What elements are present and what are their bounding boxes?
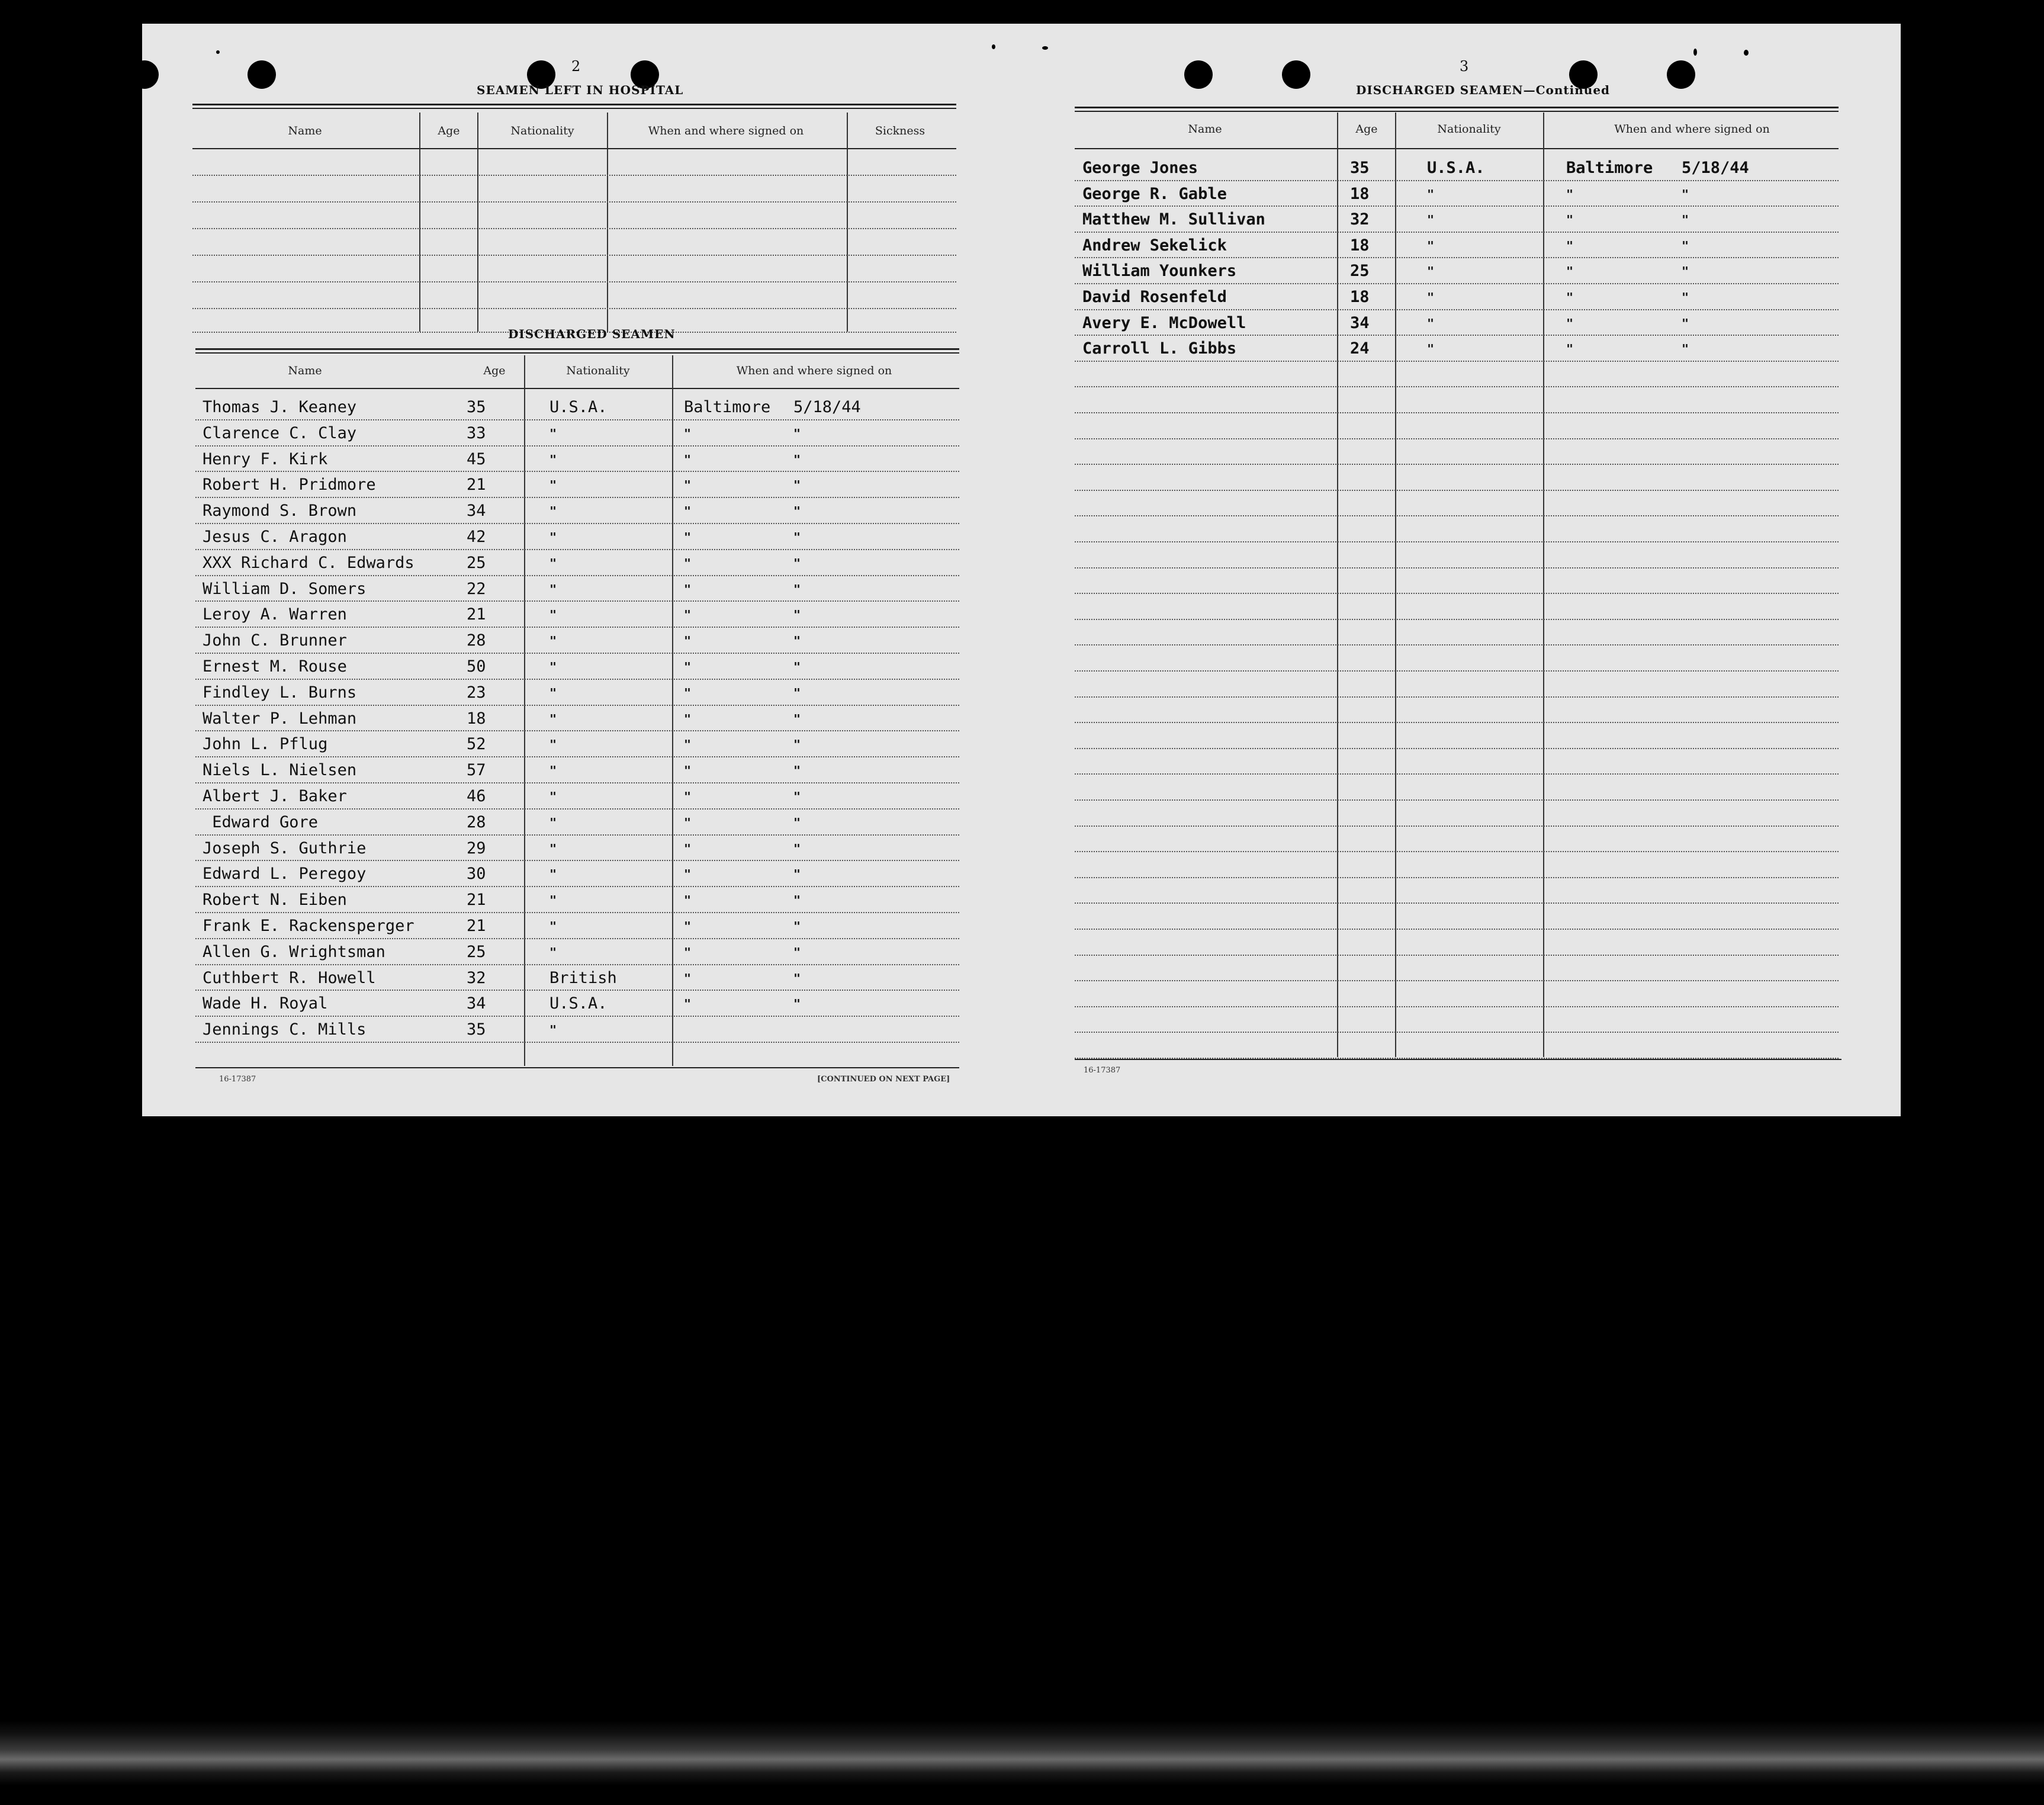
signed-on-date: " — [793, 919, 801, 933]
seaman-age: 21 — [467, 891, 486, 910]
seaman-name: Leroy A. Warren — [203, 605, 347, 624]
seaman-name: Matthew M. Sullivan — [1082, 210, 1265, 229]
signed-on-place: " — [1566, 238, 1574, 253]
signed-on-date: " — [793, 841, 801, 856]
signed-on-place: " — [684, 530, 692, 544]
seaman-nationality: " — [549, 893, 557, 908]
signed-on-date: " — [1682, 187, 1689, 201]
signed-on-date: " — [793, 426, 801, 441]
signed-on-place: " — [684, 737, 692, 752]
discharged-col-signed-on: When and where signed on — [736, 364, 892, 377]
signed-on-date: " — [1682, 316, 1689, 330]
seaman-age: 46 — [467, 787, 486, 805]
seaman-nationality: " — [1427, 238, 1435, 253]
seaman-name: Niels L. Nielsen — [203, 761, 357, 780]
seaman-age: 25 — [467, 942, 486, 961]
signed-on-place: " — [1566, 213, 1574, 227]
signed-on-place: " — [684, 555, 692, 570]
seaman-age: 50 — [467, 657, 486, 676]
signed-on-date: " — [1682, 342, 1689, 356]
discharged-continued-title: DISCHARGED SEAMEN—Continued — [1356, 83, 1611, 97]
seaman-age: 25 — [467, 553, 486, 572]
page-number: 2 — [571, 58, 581, 75]
seaman-age: 18 — [1350, 184, 1370, 203]
seaman-nationality: " — [1427, 264, 1435, 279]
seaman-name: Robert N. Eiben — [203, 891, 347, 910]
seaman-name: Walter P. Lehman — [203, 709, 357, 728]
seaman-age: 52 — [467, 735, 486, 754]
seaman-name: XXX Richard C. Edwards — [203, 553, 414, 572]
signed-on-place: " — [684, 841, 692, 856]
seaman-age: 25 — [1350, 262, 1370, 281]
discharged-section-title: DISCHARGED SEAMEN — [508, 327, 676, 341]
seaman-age: 29 — [467, 839, 486, 857]
signed-on-place: " — [684, 582, 692, 596]
seaman-name: Allen G. Wrightsman — [203, 942, 385, 961]
signed-on-place: " — [684, 789, 692, 804]
signed-on-date: " — [1682, 264, 1689, 279]
signed-on-date: " — [793, 737, 801, 752]
seaman-name: Wade H. Royal — [203, 994, 328, 1013]
signed-on-place: " — [1566, 342, 1574, 356]
signed-on-date: " — [1682, 290, 1689, 304]
seaman-nationality: " — [549, 452, 557, 467]
discharged-col-age: Age — [483, 364, 506, 377]
continued-note: [CONTINUED ON NEXT PAGE] — [817, 1075, 950, 1084]
seaman-name: William Younkers — [1082, 262, 1237, 281]
seaman-name: Clarence C. Clay — [203, 423, 357, 442]
signed-on-date: " — [793, 634, 801, 648]
seaman-age: 18 — [467, 709, 486, 728]
discharged-col-name: Name — [288, 364, 322, 377]
page-number: 3 — [1460, 58, 1469, 75]
hospital-col-age: Age — [438, 124, 460, 137]
form-number: 16-17387 — [1084, 1066, 1121, 1075]
signed-on-place: " — [684, 685, 692, 700]
seaman-nationality: " — [549, 426, 557, 441]
signed-on-date: " — [793, 763, 801, 778]
signed-on-date: " — [1682, 213, 1689, 227]
continued-col-name: Name — [1188, 123, 1222, 136]
discharged-col-nationality: Nationality — [566, 364, 630, 377]
signed-on-date: " — [793, 997, 801, 1011]
seaman-age: 28 — [467, 631, 486, 650]
seaman-nationality: " — [549, 841, 557, 856]
signed-on-place: " — [684, 608, 692, 622]
seaman-age: 18 — [1350, 288, 1370, 306]
seaman-name: George R. Gable — [1082, 184, 1227, 203]
seaman-nationality: " — [549, 660, 557, 674]
signed-on-date: " — [793, 893, 801, 908]
seaman-nationality: U.S.A. — [1427, 159, 1485, 177]
left-page — [142, 24, 971, 1116]
signed-on-place: " — [684, 763, 692, 778]
continued-col-nationality: Nationality — [1437, 123, 1501, 136]
seaman-name: Findley L. Burns — [203, 683, 357, 702]
seaman-age: 21 — [467, 476, 486, 494]
seaman-name: Ernest M. Rouse — [203, 657, 347, 676]
signed-on-date: 5/18/44 — [793, 398, 861, 416]
seaman-nationality: " — [549, 478, 557, 493]
seaman-age: 32 — [467, 968, 486, 987]
signed-on-place: " — [684, 997, 692, 1011]
signed-on-place: " — [684, 426, 692, 441]
seaman-name: Frank E. Rackensperger — [203, 917, 414, 935]
seaman-nationality: " — [1427, 290, 1435, 304]
signed-on-place: " — [1566, 187, 1574, 201]
seaman-age: 21 — [467, 605, 486, 624]
seaman-age: 34 — [467, 994, 486, 1013]
seaman-name: Raymond S. Brown — [203, 502, 357, 521]
signed-on-date: 5/18/44 — [1682, 159, 1749, 177]
seaman-name: Edward Gore — [203, 812, 319, 831]
signed-on-place: " — [684, 945, 692, 959]
signed-on-date: " — [793, 789, 801, 804]
signed-on-date: " — [793, 452, 801, 467]
seaman-nationality: " — [549, 789, 557, 804]
continued-col-age: Age — [1355, 123, 1378, 136]
seaman-nationality: " — [549, 945, 557, 959]
seaman-age: 21 — [467, 917, 486, 935]
signed-on-place: " — [1566, 290, 1574, 304]
signed-on-place: " — [684, 478, 692, 493]
hospital-col-signed-on: When and where signed on — [648, 124, 804, 137]
seaman-age: 35 — [467, 1020, 486, 1039]
seaman-age: 34 — [1350, 313, 1370, 332]
seaman-name: Jesus C. Aragon — [203, 528, 347, 546]
seaman-name: Thomas J. Keaney — [203, 398, 357, 416]
seaman-nationality: " — [549, 582, 557, 596]
signed-on-place: " — [684, 893, 692, 908]
seaman-name: George Jones — [1082, 159, 1198, 177]
seaman-nationality: " — [549, 608, 557, 622]
seaman-nationality: " — [549, 737, 557, 752]
seaman-name: Joseph S. Guthrie — [203, 839, 367, 857]
seaman-nationality: U.S.A. — [549, 398, 608, 416]
seaman-age: 23 — [467, 683, 486, 702]
seaman-nationality: U.S.A. — [549, 994, 608, 1013]
seaman-name: Andrew Sekelick — [1082, 236, 1227, 255]
signed-on-date: " — [793, 945, 801, 959]
signed-on-place: " — [684, 660, 692, 674]
seaman-nationality: " — [1427, 213, 1435, 227]
seaman-nationality: " — [549, 763, 557, 778]
seaman-name: Cuthbert R. Howell — [203, 968, 376, 987]
seaman-nationality: " — [549, 685, 557, 700]
signed-on-place: " — [1566, 264, 1574, 279]
signed-on-date: " — [793, 815, 801, 830]
seaman-nationality: " — [549, 919, 557, 933]
signed-on-date: " — [793, 711, 801, 726]
signed-on-place: " — [684, 971, 692, 985]
seaman-nationality: " — [549, 555, 557, 570]
signed-on-place: " — [684, 815, 692, 830]
seaman-name: John L. Pflug — [203, 735, 328, 754]
seaman-age: 28 — [467, 812, 486, 831]
signed-on-place: " — [684, 711, 692, 726]
signed-on-date: " — [793, 582, 801, 596]
signed-on-date: " — [793, 555, 801, 570]
seaman-name: Jennings C. Mills — [203, 1020, 367, 1039]
seaman-age: 33 — [467, 423, 486, 442]
seaman-name: Henry F. Kirk — [203, 449, 328, 468]
signed-on-place: " — [684, 919, 692, 933]
hospital-col-name: Name — [288, 124, 322, 137]
signed-on-date: " — [793, 660, 801, 674]
seaman-name: Carroll L. Gibbs — [1082, 339, 1237, 358]
seaman-nationality: " — [549, 867, 557, 882]
signed-on-date: " — [793, 867, 801, 882]
seaman-age: 34 — [467, 502, 486, 521]
seaman-name: John C. Brunner — [203, 631, 347, 650]
seaman-age: 30 — [467, 865, 486, 884]
seaman-age: 18 — [1350, 236, 1370, 255]
seaman-age: 42 — [467, 528, 486, 546]
signed-on-date: " — [793, 608, 801, 622]
signed-on-place: Baltimore — [1566, 159, 1653, 177]
hospital-col-nationality: Nationality — [510, 124, 574, 137]
seaman-nationality: " — [549, 504, 557, 519]
scanned-document — [142, 24, 1901, 1116]
signed-on-date: " — [1682, 238, 1689, 253]
signed-on-place: " — [684, 452, 692, 467]
scanner-edge — [0, 1720, 2044, 1785]
seaman-nationality: " — [549, 711, 557, 726]
signed-on-place: Baltimore — [684, 398, 771, 416]
seaman-name: Robert H. Pridmore — [203, 476, 376, 494]
seaman-nationality: " — [549, 815, 557, 830]
seaman-nationality: " — [1427, 342, 1435, 356]
signed-on-date: " — [793, 530, 801, 544]
signed-on-place: " — [684, 634, 692, 648]
signed-on-date: " — [793, 971, 801, 985]
seaman-age: 35 — [1350, 159, 1370, 177]
seaman-nationality: " — [549, 530, 557, 544]
seaman-nationality: " — [549, 634, 557, 648]
seaman-age: 24 — [1350, 339, 1370, 358]
signed-on-date: " — [793, 478, 801, 493]
seaman-age: 57 — [467, 761, 486, 780]
seaman-age: 22 — [467, 579, 486, 598]
signed-on-date: " — [793, 685, 801, 700]
seaman-nationality: " — [549, 1023, 557, 1038]
continued-col-signed-on: When and where signed on — [1614, 123, 1770, 136]
seaman-name: William D. Somers — [203, 579, 367, 598]
hospital-col-sickness: Sickness — [875, 124, 925, 137]
seaman-name: Avery E. McDowell — [1082, 313, 1246, 332]
seaman-nationality: British — [549, 968, 617, 987]
seaman-name: David Rosenfeld — [1082, 288, 1227, 306]
seaman-name: Albert J. Baker — [203, 787, 347, 805]
seaman-age: 35 — [467, 398, 486, 416]
signed-on-place: " — [684, 504, 692, 519]
seaman-name: Edward L. Peregoy — [203, 865, 367, 884]
signed-on-place: " — [1566, 316, 1574, 330]
right-page — [1072, 24, 1901, 1116]
signed-on-place: " — [684, 867, 692, 882]
seaman-nationality: " — [1427, 316, 1435, 330]
seaman-age: 32 — [1350, 210, 1370, 229]
form-number: 16-17387 — [219, 1075, 256, 1084]
seaman-nationality: " — [1427, 187, 1435, 201]
hospital-section-title: SEAMEN LEFT IN HOSPITAL — [477, 83, 684, 97]
seaman-age: 45 — [467, 449, 486, 468]
signed-on-date: " — [793, 504, 801, 519]
